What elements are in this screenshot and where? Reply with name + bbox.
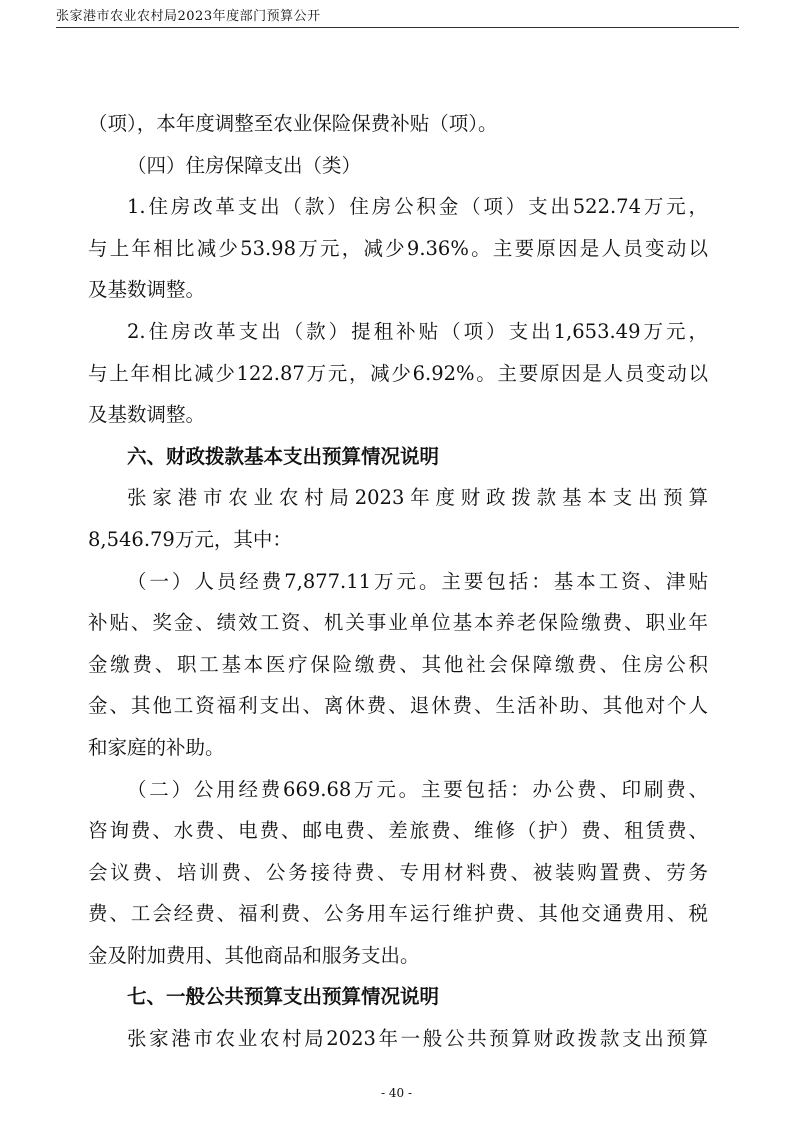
text-line: 与上年相比减少122.87万元，减少6.92%。主要原因是人员变动以 (88, 361, 708, 385)
text-line: 8,546.79万元，其中： (88, 527, 292, 551)
text-line: 1.住房改革支出（款）住房公积金（项）支出522.74万元， (127, 195, 708, 219)
text-line: 与上年相比减少53.98万元，减少9.36%。主要原因是人员变动以 (88, 236, 708, 260)
text-line: 费、工会经费、福利费、公务用车运行维护费、其他交通费用、税 (88, 902, 708, 926)
text-line: 张家港市农业农村局2023年度财政拨款基本支出预算 (127, 486, 708, 510)
text-line: 会议费、培训费、公务接待费、专用材料费、被装购置费、劳务 (88, 860, 708, 884)
text-line: 咨询费、水费、电费、邮电费、差旅费、维修（护）费、租赁费、 (88, 819, 708, 843)
section-heading: 六、财政拨款基本支出预算情况说明 (127, 444, 440, 468)
document-body (88, 103, 708, 1060)
running-header: 张家港市农业农村局2023年度部门预算公开 (56, 9, 321, 24)
text-line: 金及附加费用、其他商品和服务支出。 (88, 943, 420, 967)
text-line: 及基数调整。 (88, 278, 206, 302)
text-line: （一）人员经费7,877.11万元。主要包括：基本工资、津贴 (127, 569, 708, 593)
text-line: 金、其他工资福利支出、离休费、退休费、生活补助、其他对个人 (88, 694, 708, 718)
text-line: 张家港市农业农村局2023年一般公共预算财政拨款支出预算 (127, 1027, 708, 1051)
text-line: （四）住房保障支出（类） (127, 153, 362, 177)
text-line: 2.住房改革支出（款）提租补贴（项）支出1,653.49万元， (127, 319, 708, 343)
text-line: 及基数调整。 (88, 403, 206, 427)
text-line: （二）公用经费669.68万元。主要包括：办公费、印刷费、 (127, 777, 708, 801)
header-divider (56, 27, 739, 28)
section-heading: 七、一般公共预算支出预算情况说明 (127, 985, 440, 1009)
text-line: 补贴、奖金、绩效工资、机关事业单位基本养老保险缴费、职业年 (88, 611, 708, 635)
page-number: - 40 - (380, 1086, 412, 1100)
text-line: （项），本年度调整至农业保险保费补贴（项）。 (88, 112, 498, 135)
text-line: 和家庭的补助。 (88, 735, 225, 759)
text-line: 金缴费、职工基本医疗保险缴费、其他社会保障缴费、住房公积 (88, 652, 708, 676)
